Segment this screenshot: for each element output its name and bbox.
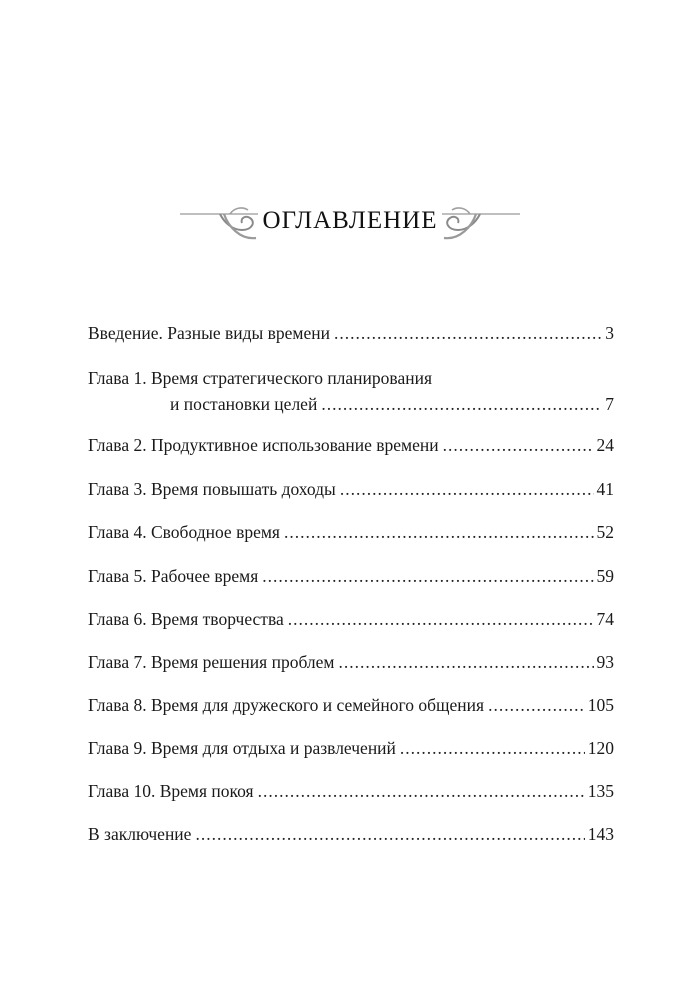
toc-entry-label: Глава 7. Время решения проблем — [88, 652, 335, 672]
toc-entry-page: 105 — [587, 695, 614, 715]
dot-leader — [488, 693, 585, 717]
dot-leader — [288, 607, 594, 631]
toc-entry-label: Глава 5. Рабочее время — [88, 566, 259, 586]
toc-entry-label: Глава 3. Время повышать доходы — [88, 479, 336, 499]
dot-leader — [284, 520, 594, 544]
toc-entry-page: 93 — [596, 652, 614, 672]
toc-entry-page: 143 — [587, 824, 614, 844]
toc-entry[interactable] — [88, 366, 614, 416]
toc-entry-page: 74 — [596, 609, 614, 629]
toc-entry[interactable] — [88, 477, 614, 501]
toc-header — [180, 200, 520, 250]
toc-entry-label: Глава 2. Продуктивное использование времени — [88, 435, 439, 455]
toc-entry[interactable] — [88, 779, 614, 803]
dot-leader — [400, 736, 585, 760]
toc-entry-page: 52 — [596, 522, 614, 542]
toc-entry-label-line1: Глава 1. Время стратегического планирования — [88, 368, 432, 388]
toc-entry[interactable] — [88, 433, 614, 457]
dot-leader — [339, 650, 594, 674]
toc-entry-page: 120 — [587, 738, 614, 758]
toc-title: ОГЛАВЛЕНИЕ — [262, 207, 438, 234]
dot-leader — [262, 564, 593, 588]
toc-entry-page: 24 — [596, 435, 614, 455]
toc-entry-page: 3 — [605, 323, 614, 343]
dot-leader — [321, 392, 602, 416]
toc-entry-page: 135 — [587, 781, 614, 801]
toc-entry[interactable] — [88, 650, 614, 674]
toc-entry-label: В заключение — [88, 824, 192, 844]
toc-entry-label: и постановки целей — [170, 394, 318, 414]
toc-entry[interactable] — [88, 321, 614, 345]
toc-entry-label: Глава 8. Время для дружеского и семейного общения — [88, 695, 485, 715]
toc-entry-label: Глава 4. Свободное время — [88, 522, 280, 542]
toc-entry[interactable] — [88, 564, 614, 588]
toc-entry-page: 41 — [596, 479, 614, 499]
dot-leader — [443, 433, 594, 457]
toc-entry[interactable] — [88, 607, 614, 631]
toc-entry[interactable] — [88, 693, 614, 717]
dot-leader — [195, 822, 584, 846]
toc-entry-page: 7 — [605, 394, 614, 414]
toc-entry-label: Глава 9. Время для отдыха и развлечений — [88, 738, 396, 758]
toc-entry-label: Глава 10. Время покоя — [88, 781, 254, 801]
toc-entry[interactable] — [88, 822, 614, 846]
toc-entry-label: Введение. Разные виды времени — [88, 323, 330, 343]
dot-leader — [258, 779, 585, 803]
toc-entry-page: 59 — [596, 566, 614, 586]
toc-entry[interactable] — [88, 736, 614, 760]
toc-entry-label: Глава 6. Время творчества — [88, 609, 284, 629]
toc-entry[interactable] — [88, 520, 614, 544]
dot-leader — [340, 477, 594, 501]
dot-leader — [334, 321, 602, 345]
flourish-right-icon — [440, 200, 520, 244]
